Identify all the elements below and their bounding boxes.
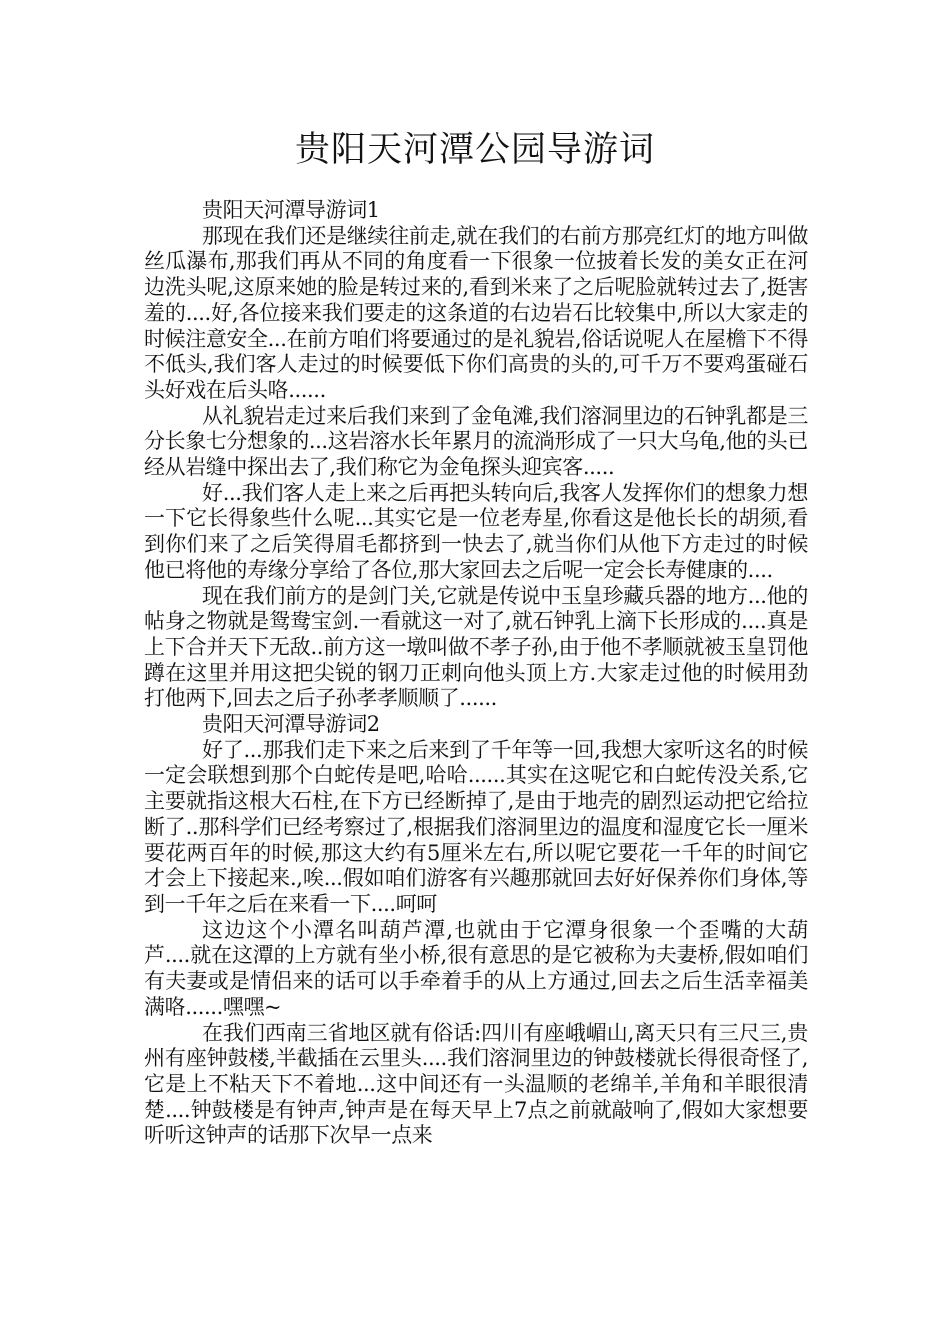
document-title: 贵阳天河潭公园导游词 bbox=[294, 130, 655, 170]
paragraph: 好...我们客人走上来之后再把头转向后,我客人发挥你们的想象力想一下它长得象些什么呢...其实它是一位老寿星,你看这是他长长的胡须,看到你们来了之后笑得眉毛都挤到一快去了,就当你们从他下方走过的时候他已将他的寿缘分享给了各位,那大家回去之后呢一定会长寿健康的.... bbox=[144, 480, 808, 582]
paragraph: 现在我们前方的是剑门关,它就是传说中玉皇珍藏兵器的地方...他的帖身之物就是鸳鸯宝剑.一看就这一对了,就石钟乳上滴下长形成的....真是上下合并天下无敌..前方这一墩叫做不孝子孙,由于他不孝顺就被玉皇罚他蹲在这里并用这把尖锐的钢刀正刺向他头顶上方.大家走过他的时候用劲打他两下,回去之后子孙孝孝顺顺了...... bbox=[144, 583, 808, 711]
paragraph: 从礼貌岩走过来后我们来到了金龟滩,我们溶洞里边的石钟乳都是三分长象七分想象的...这岩溶水长年累月的流淌形成了一只大乌龟,他的头已经从岩缝中探出去了,我们称它为金龟探头迎宾客..... bbox=[144, 403, 808, 480]
section-heading-1: 贵阳天河潭导游词1 bbox=[202, 198, 380, 222]
paragraph: 那现在我们还是继续往前走,就在我们的右前方那亮红灯的地方叫做丝瓜瀑布,那我们再从不同的角度看一下很象一位披着长发的美女正在河边洗头呢,这原来她的脸是转过来的,看到米来了之后呢脸就转过去了,挺害羞的....好,各位接来我们要走的这条道的右边岩石比较集中,所以大家走的时候注意安全...在前方咱们将要通过的是礼貌岩,俗话说呢人在屋檐下不得不低头,我们客人走过的时候要低下你们高贵的头的,可千万不要鸡蛋碰石头好戏在后头咯...... bbox=[144, 223, 808, 402]
paragraph: 在我们西南三省地区就有俗话:四川有座峨嵋山,离天只有三尺三,贵州有座钟鼓楼,半截插在云里头....我们溶洞里边的钟鼓楼就长得很奇怪了,它是上不粘天下不着地...这中间还有一头温顺的老绵羊,羊角和羊眼很清楚....钟鼓楼是有钟声,钟声是在每天早上7点之前就敲响了,假如大家想要听听这钟声的话那下次早一点来 bbox=[144, 1020, 808, 1148]
paragraph: 这边这个小潭名叫葫芦潭,也就由于它潭身很象一个歪嘴的大葫芦....就在这潭的上方就有坐小桥,很有意思的是它被称为夫妻桥,假如咱们有夫妻或是情侣来的话可以手牵着手的从上方通过,回去之后生活幸福美满咯......嘿嘿~ bbox=[144, 917, 808, 1019]
paragraph: 好了...那我们走下来之后来到了千年等一回,我想大家听这名的时候一定会联想到那个白蛇传是吧,哈哈......其实在这呢它和白蛇传没关系,它主要就指这根大石柱,在下方已经断掉了,是由于地壳的剧烈运动把它给拉断了..那科学们已经考察过了,根据我们溶洞里边的温度和湿度它长一厘米要花两百年的时候,那这大约有5厘米左右,所以呢它要花一千年的时间它才会上下接起来.,唉...假如咱们游客有兴趣那就回去好好保养你们身体,等到一千年之后在来看一下....呵呵 bbox=[144, 737, 808, 916]
section-heading-2: 贵阳天河潭导游词2 bbox=[202, 712, 380, 737]
document-body bbox=[144, 198, 808, 1149]
